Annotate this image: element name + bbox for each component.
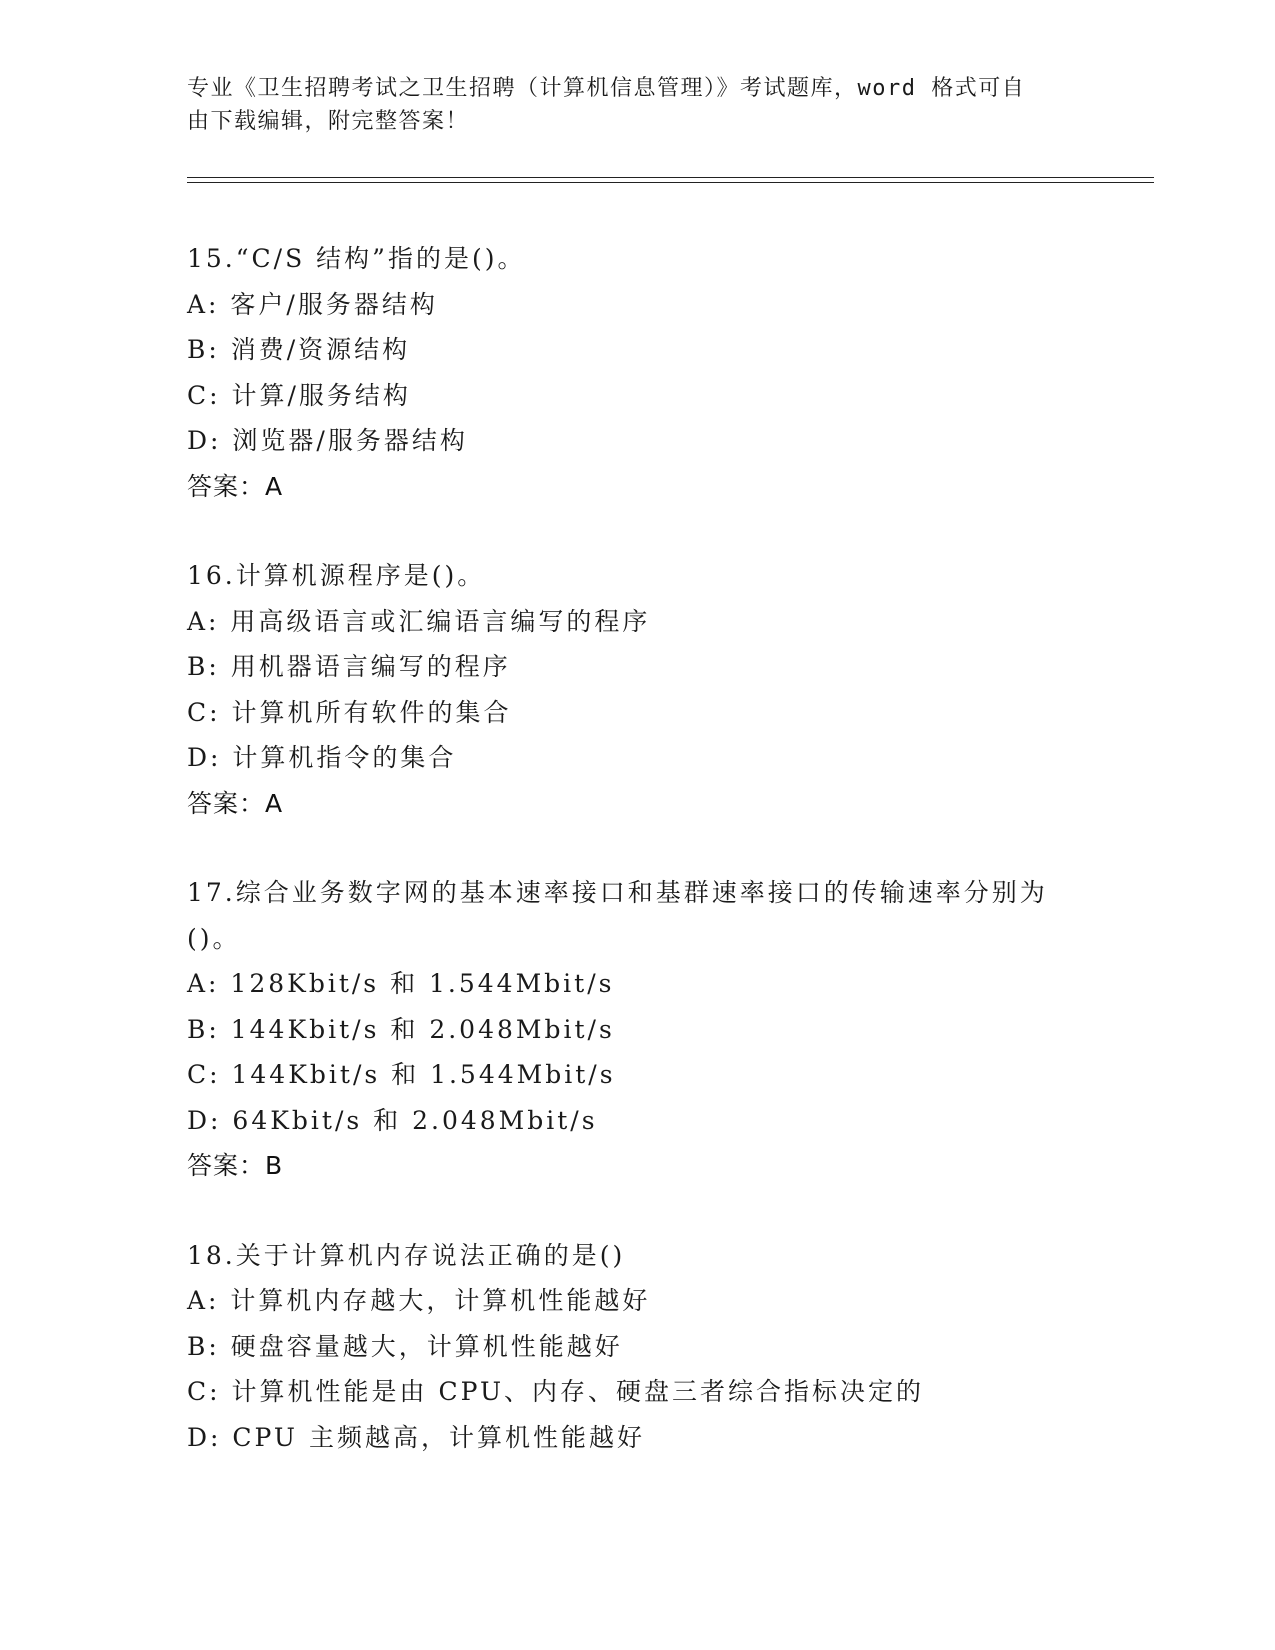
- option-c: C: 计算机性能是由 CPU、内存、硬盘三者综合指标决定的: [187, 1377, 925, 1406]
- question-16: [187, 553, 1087, 826]
- question-stem: 17.综合业务数字网的基本速率接口和基群速率接口的传输速率分别为()。: [187, 878, 1048, 953]
- header-line-2: 由下载编辑，附完整答案！: [187, 109, 470, 134]
- option-d: D: 浏览器/服务器结构: [187, 426, 468, 455]
- option-b: B: 144Kbit/s 和 2.048Mbit/s: [187, 1014, 615, 1044]
- question-stem: 15.“C/S 结构”指的是()。: [187, 244, 526, 273]
- answer-label: 答案：A: [187, 471, 284, 501]
- option-b: B: 硬盘容量越大，计算机性能越好: [187, 1331, 623, 1361]
- header-divider-top: [187, 177, 1154, 178]
- option-c: C: 144Kbit/s 和 1.544Mbit/s: [187, 1060, 616, 1089]
- option-b: B: 消费/资源结构: [187, 335, 411, 364]
- option-a: A: 用高级语言或汇编语言编写的程序: [187, 606, 651, 636]
- header-divider-bottom: [187, 182, 1154, 183]
- question-list: [187, 236, 1087, 1504]
- question-18: [187, 1233, 1087, 1461]
- question-stem: 16.计算机源程序是()。: [187, 561, 486, 590]
- option-c: C: 计算机所有软件的集合: [187, 697, 512, 727]
- option-d: D: 64Kbit/s 和 2.048Mbit/s: [187, 1105, 598, 1135]
- option-b: B: 用机器语言编写的程序: [187, 652, 511, 681]
- option-a: A: 计算机内存越大，计算机性能越好: [187, 1286, 651, 1315]
- answer-label: 答案：B: [187, 1151, 284, 1180]
- option-a: A: 128Kbit/s 和 1.544Mbit/s: [187, 969, 615, 998]
- option-d: D: CPU 主频越高，计算机性能越好: [187, 1422, 645, 1452]
- option-c: C: 计算/服务结构: [187, 380, 411, 410]
- header-line-1: 专业《卫生招聘考试之卫生招聘（计算机信息管理）》考试题库，word 格式可自: [187, 76, 1026, 101]
- option-d: D: 计算机指令的集合: [187, 743, 457, 772]
- question-stem: 18.关于计算机内存说法正确的是(): [187, 1240, 626, 1270]
- document-header: [187, 72, 1087, 138]
- option-a: A: 客户/服务器结构: [187, 289, 438, 319]
- question-15: [187, 236, 1087, 509]
- answer-label: 答案：A: [187, 788, 284, 818]
- question-17: [187, 870, 1087, 1189]
